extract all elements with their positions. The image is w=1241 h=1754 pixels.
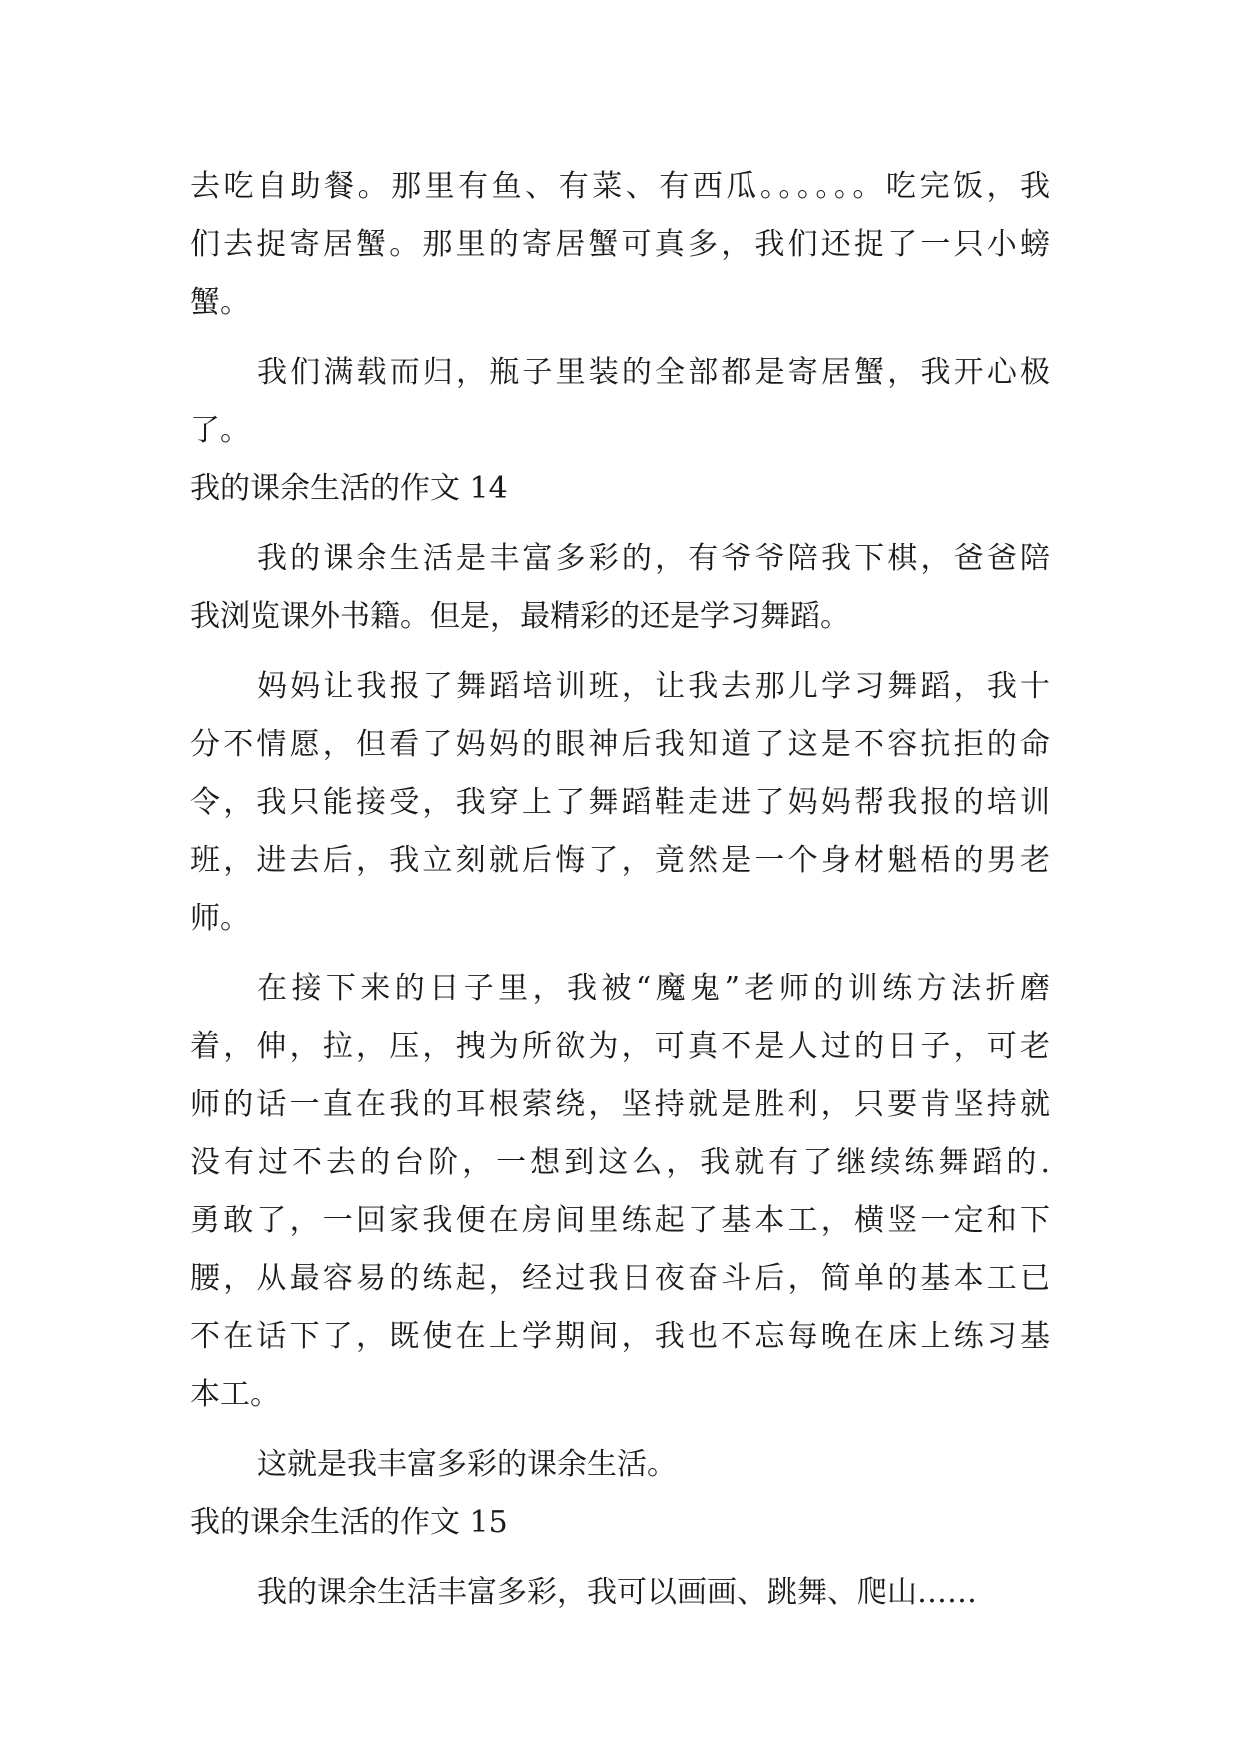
text-line: 师。 bbox=[190, 901, 250, 936]
document-page bbox=[190, 158, 1050, 1622]
text-line: 我的课余生活是丰富多彩的，有爷爷陪我下棋，爸爸陪 bbox=[257, 541, 1050, 576]
text-line: 我的课余生活丰富多彩，我可以画画、跳舞、爬山…… bbox=[257, 1575, 977, 1610]
text-line: 分不情愿，但看了妈妈的眼神后我知道了这是不容抗拒的命 bbox=[190, 727, 1050, 762]
paragraph bbox=[190, 658, 1050, 948]
text-line: 勇敢了，一回家我便在房间里练起了基本工，横竖一定和下 bbox=[190, 1203, 1050, 1238]
text-line: 这就是我丰富多彩的课余生活。 bbox=[257, 1447, 677, 1482]
text-line: 腰，从最容易的练起，经过我日夜奋斗后，简单的基本工已 bbox=[190, 1261, 1050, 1296]
text-line: 师的话一直在我的耳根萦绕，坚持就是胜利，只要肯坚持就 bbox=[190, 1087, 1050, 1122]
text-line: 着，伸，拉，压，拽为所欲为，可真不是人过的日子，可老 bbox=[190, 1029, 1050, 1064]
text-line: 我浏览课外书籍。但是，最精彩的还是学习舞蹈。 bbox=[190, 599, 850, 634]
text-line: 蟹。 bbox=[190, 285, 250, 320]
text-line: 没有过不去的台阶，一想到这么，我就有了继续练舞蹈的. bbox=[190, 1145, 1050, 1180]
paragraph bbox=[190, 960, 1050, 1424]
text-line: 在接下来的日子里，我被“魔鬼”老师的训练方法折磨 bbox=[257, 971, 1050, 1006]
paragraph bbox=[190, 344, 1050, 460]
paragraph bbox=[190, 1564, 1050, 1622]
text-line: 本工。 bbox=[190, 1377, 280, 1412]
paragraph bbox=[190, 530, 1050, 646]
text-line: 班，进去后，我立刻就后悔了，竟然是一个身材魁梧的男老 bbox=[190, 843, 1050, 878]
text-line: 们去捉寄居蟹。那里的寄居蟹可真多，我们还捉了一只小螃 bbox=[190, 227, 1050, 262]
text-line: 令，我只能接受，我穿上了舞蹈鞋走进了妈妈帮我报的培训 bbox=[190, 785, 1050, 820]
section-heading: 我的课余生活的作文 14 bbox=[190, 471, 508, 506]
text-line: 去吃自助餐。那里有鱼、有菜、有西瓜。。。。。。吃完饭，我 bbox=[190, 169, 1050, 204]
text-line: 不在话下了，既使在上学期间，我也不忘每晚在床上练习基 bbox=[190, 1319, 1050, 1354]
paragraph bbox=[190, 1436, 1050, 1494]
section-heading: 我的课余生活的作文 15 bbox=[190, 1505, 508, 1540]
text-line: 了。 bbox=[190, 413, 250, 448]
paragraph bbox=[190, 158, 1050, 332]
text-line: 我们满载而归，瓶子里装的全部都是寄居蟹，我开心极 bbox=[257, 355, 1050, 390]
text-line: 妈妈让我报了舞蹈培训班，让我去那儿学习舞蹈，我十 bbox=[257, 669, 1050, 704]
